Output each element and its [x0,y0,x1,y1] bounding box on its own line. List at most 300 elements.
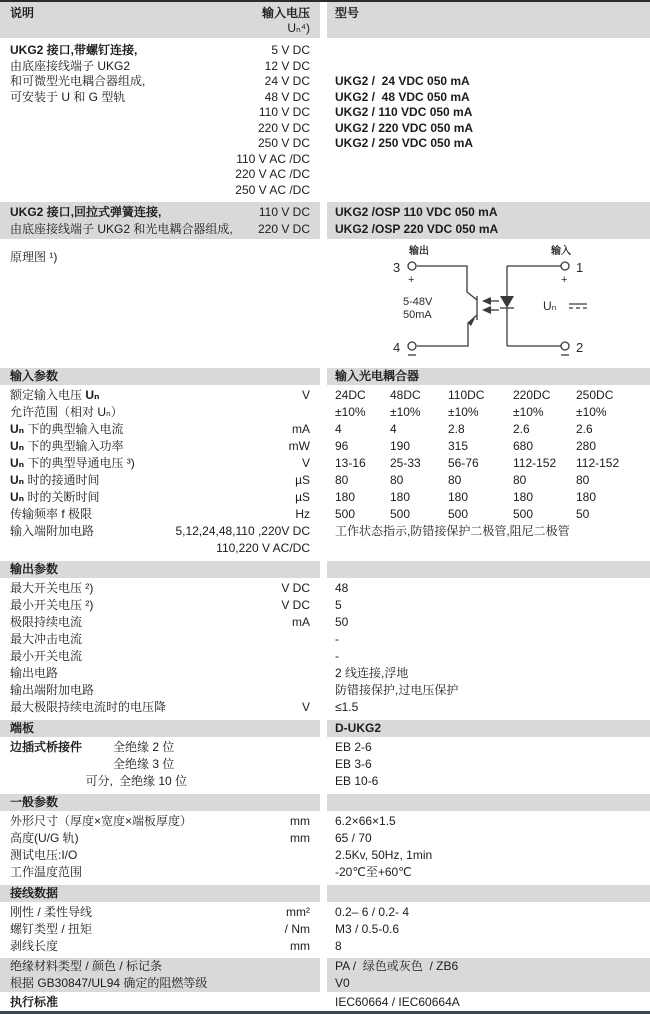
model-number: UKG2 / 250 VDC 050 mA [335,136,474,150]
param-label: 剥线长度 [10,939,59,953]
header-left-cell [0,2,320,38]
param-row-right [327,958,650,975]
param-row-right [327,472,650,489]
param-row-left [0,739,320,756]
parameter-sections [0,368,650,992]
param-row-right [327,665,650,682]
model-row [0,90,650,106]
model-row [0,167,650,183]
rating-current: 50mA [403,309,432,321]
param-row-right [327,773,650,790]
model-description [10,105,259,121]
param-label: 最大极限持续电流时的电压降 [10,700,167,714]
input-voltage-value: 110 V AC /DC [236,151,310,166]
param-row-left [0,904,320,921]
section-title: 输入参数 [10,369,59,383]
param-value: 48 [335,581,349,595]
param-label: 最大冲击电流 [10,632,83,646]
model-row-right [327,105,650,121]
param-value: ≤1.5 [335,700,359,714]
param-label: 最小开关电压 ²) [10,598,94,612]
model-row [0,105,650,121]
param-row [0,523,650,557]
section-band [0,561,650,578]
param-value: 190 [390,439,411,453]
param-row-left [0,523,320,557]
param-label: 根据 GB30847/UL94 确定的阻燃等级 [10,976,208,990]
model-row [0,221,650,240]
param-row-right [327,864,650,881]
param-label: Uₙ 下的典型导通电压 ³) [10,456,135,470]
param-unit: µS [295,473,310,487]
param-row-right [327,847,650,864]
section-band-right-cell [327,794,650,811]
param-unit: mm [290,831,310,845]
param-value: 180 [513,490,534,504]
param-value: ±10% [448,405,479,419]
param-row-left [0,665,320,682]
param-unit: / Nm [284,922,310,936]
model-row-right [327,121,650,137]
param-label: 最大开关电压 ²) [10,581,94,595]
param-row-left [0,830,320,847]
model-row [0,74,650,90]
param-mid: 全绝缘 10 位 [119,774,188,788]
param-unit: V [301,388,310,402]
model-number: UKG2 / 220 VDC 050 mA [335,120,474,135]
param-row-right [327,699,650,716]
input-voltage-value: 250 V DC [257,136,310,150]
input-voltage-value: 24 V DC [264,74,310,88]
model-row-left [0,74,320,90]
param-row-right [327,404,650,421]
input-voltage-value: 220 V AC /DC [235,167,310,181]
param-row-right [327,631,650,648]
plus-sign-output: + [408,274,415,286]
section-title: 端板 [10,721,35,735]
param-row [0,404,650,421]
input-voltage-value: 110 V DC [258,205,310,219]
param-value: 180 [448,490,469,504]
model-description [10,136,258,152]
schematic-caption: 原理图 ¹) [10,250,58,264]
param-value: 50 [576,507,590,521]
param-row-left [0,614,320,631]
param-row [0,665,650,682]
rating-voltage: 5-48V [403,296,433,308]
param-unit: µS [295,490,310,504]
param-value: 80 [513,473,527,487]
param-label: 输出端附加电路 [10,683,95,697]
param-row-right [327,830,650,847]
input-voltage-value: 5 V DC [271,43,310,57]
param-value: 2 线连接,浮地 [335,666,409,680]
model-description [10,183,235,199]
param-label: 刚性 / 柔性导线 [10,905,93,919]
param-value: 24DC [335,388,366,402]
param-value: 25-33 [390,456,421,470]
param-values [335,472,650,489]
model-number: UKG2 / 110 VDC 050 mA [335,105,473,119]
model-row-left [0,152,320,168]
param-unit: V [301,700,310,714]
section-title-cell [0,885,320,902]
param-value: 5 [335,598,342,612]
model-row-right [327,43,650,59]
model-row [0,59,650,75]
param-value: 2.5Kv, 50Hz, 1min [335,848,433,862]
param-row [0,739,650,756]
model-row-right [327,74,650,90]
section-title-cell [0,368,320,385]
model-row [0,121,650,137]
model-row-left [0,202,320,221]
standard-value: IEC60664 / IEC60664A [335,995,460,1009]
param-row-left [0,597,320,614]
param-value: PA / 绿色或灰色 / ZB6 [335,959,459,973]
model-row-left [0,59,320,75]
param-row-right [327,756,650,773]
section-band-right-label: 输入光电耦合器 [335,369,420,383]
param-row [0,648,650,665]
model-description: 和可微型光电耦合器组成, [10,74,146,88]
param-row [0,421,650,438]
model-row-left [0,183,320,199]
param-value: ±10% [335,405,366,419]
model-row-right [327,90,650,106]
section-band [0,368,650,385]
section-band [0,794,650,811]
section-title: 输出参数 [10,562,59,576]
param-row-left [0,864,320,881]
param-row [0,682,650,699]
pin-3-number: 3 [393,260,401,275]
param-row-left [0,387,320,404]
param-row [0,580,650,597]
output-label: 输出 [409,246,429,257]
param-unit: mm² [286,905,310,919]
param-label: 螺钉类型 / 扭矩 [10,922,93,936]
param-value: 680 [513,439,534,453]
header-col-description: 说明 [10,6,35,20]
standard-value-cell [327,995,650,1010]
param-value: V0 [335,976,350,990]
param-value: 防错接保护,过电压保护 [335,683,459,697]
param-value: EB 3-6 [335,757,372,771]
param-value: 180 [390,490,411,504]
param-values [335,489,650,506]
param-value: 110DC [448,388,485,402]
param-label: 工作温度范围 [10,865,83,879]
param-label: 最小开关电流 [10,649,83,663]
plus-sign-input: + [561,274,568,286]
param-row-left [0,438,320,455]
param-label: 可分, [85,774,113,788]
param-row-left [0,756,320,773]
param-row [0,489,650,506]
section-band-right-cell [327,561,650,578]
pin-4-terminal [408,342,416,350]
param-value: 2.6 [576,422,593,436]
standard-row [0,995,650,1014]
param-row-left [0,773,320,790]
model-row [0,183,650,199]
led-triangle [500,296,514,308]
model-row [0,152,650,168]
section-title-cell [0,720,320,737]
param-row-left [0,489,320,506]
model-description: 由底座接线端子 UKG2 [10,58,131,73]
param-value: 13-16 [335,456,366,470]
param-row-right [327,421,650,438]
pin-2-terminal [561,342,569,350]
param-value: 50 [335,615,349,629]
param-row-right [327,648,650,665]
param-row [0,455,650,472]
param-value: EB 10-6 [335,774,379,788]
table-header [0,2,650,38]
param-row [0,847,650,864]
param-row-left [0,631,320,648]
param-value: 280 [576,439,597,453]
param-row [0,958,650,975]
param-value: 2.8 [448,422,465,436]
param-row [0,864,650,881]
model-row-right [327,183,650,199]
param-row-left [0,699,320,716]
standard-label-cell [0,995,320,1010]
param-row-left [0,580,320,597]
param-value: 8 [335,939,342,953]
model-row [0,202,650,221]
model-row-left [0,136,320,152]
param-row [0,614,650,631]
model-description: 由底座接线端子 UKG2 和光电耦合器组成, [10,221,233,236]
param-row-left [0,847,320,864]
param-unit: Hz [295,507,310,521]
param-unit: mA [292,615,310,629]
section-title-cell [0,794,320,811]
param-row-right [327,813,650,830]
section-title: 接线数据 [10,886,59,900]
section-band-right-cell [327,720,650,737]
param-row [0,904,650,921]
model-description [10,152,236,168]
model-description: 可安装于 U 和 G 型轨 [10,89,126,104]
param-row-right [327,597,650,614]
param-value: - [335,649,339,663]
param-row-left [0,404,320,421]
param-row [0,921,650,938]
param-row-right [327,489,650,506]
param-row-left [0,421,320,438]
model-table-osp [0,202,650,239]
section-band-right-cell [327,368,650,385]
param-row-right [327,975,650,992]
param-row-left [0,455,320,472]
param-label: 允许范围（相对 Uₙ） [10,405,123,419]
param-value: 180 [335,490,356,504]
model-row-right [327,202,650,221]
model-row-right [327,221,650,240]
param-row-right [327,904,650,921]
param-value: ±10% [390,405,421,419]
param-value: 65 / 70 [335,831,372,845]
param-value: - [335,632,339,646]
model-row [0,136,650,152]
param-label: 输出电路 [10,666,59,680]
param-unit: mm [290,814,310,828]
pin-3-terminal [408,262,416,270]
param-value: 96 [335,439,349,453]
param-row-left [0,813,320,830]
model-description: UKG2 接口,回拉式弹簧连接, [10,205,162,219]
param-label: Uₙ 下的典型输入电流 [10,422,124,436]
param-value: 315 [448,439,469,453]
param-row-left [0,682,320,699]
param-value: 6.2×66×1.5 [335,814,396,828]
param-label: 测试电压:I/O [10,848,78,862]
param-value: 220DC [513,388,551,402]
param-value: 180 [576,490,597,504]
param-values [335,404,650,421]
param-label [10,756,113,773]
param-label: Uₙ 下的典型输入功率 [10,439,124,453]
param-row [0,830,650,847]
param-row [0,756,650,773]
param-value: ±10% [513,405,544,419]
param-row [0,506,650,523]
input-voltage-value: 48 V DC [264,89,310,104]
model-number: UKG2 /OSP 220 VDC 050 mA [335,221,499,236]
section-title-cell [0,561,320,578]
model-row-left [0,90,320,106]
param-value: 250DC [576,388,614,402]
param-row [0,631,650,648]
section-band [0,720,650,737]
param-value: 80 [390,473,404,487]
param-row-right [327,387,650,404]
param-value: 80 [448,473,462,487]
pin-4-number: 4 [393,340,401,355]
model-row-right [327,167,650,183]
model-row-right [327,152,650,168]
param-value: 56-76 [448,456,479,470]
param-label: 边插式桥接件 [10,740,83,754]
header-col-input-voltage: 输入电压 Uₙ⁴) [261,6,310,35]
standard-label: 执行标准 [10,995,59,1009]
pin-1-terminal [561,262,569,270]
param-row-left [0,472,320,489]
param-row-left [0,975,320,992]
param-row-right [327,921,650,938]
param-row-right [327,455,650,472]
param-value: 112-152 [513,456,557,470]
model-row-right [327,59,650,75]
section-band-right-cell [327,885,650,902]
circuit-diagram [385,242,640,364]
param-value: 80 [335,473,349,487]
param-row-left [0,938,320,955]
param-value: 112-152 [576,456,620,470]
model-row-left [0,167,320,183]
param-value: 500 [448,507,469,521]
param-row-right [327,682,650,699]
param-row [0,975,650,992]
section-band-right-label: D-UKG2 [335,721,382,735]
param-label: 高度(U/G 轨) [10,831,79,845]
param-value: M3 / 0.5-0.6 [335,922,400,936]
pin-1-number: 1 [576,260,584,275]
param-row-right [327,523,650,557]
param-row-right [327,438,650,455]
param-row [0,438,650,455]
section-band [0,885,650,902]
model-table [0,43,650,198]
header-right-cell [327,2,650,38]
param-row [0,597,650,614]
model-number: UKG2 / 48 VDC 050 mA [335,89,470,104]
schematic-section [0,242,650,364]
param-value: 500 [335,507,356,521]
param-value: 80 [576,473,590,487]
param-mid: 全绝缘 2 位 [113,740,175,754]
header-col-model: 型号 [335,6,360,20]
param-label: 传输频率 f 极限 [10,507,93,521]
input-voltage-value: 250 V AC /DC [235,182,310,197]
param-value: 4 [335,422,342,436]
param-values [335,421,650,438]
input-voltage-value: 220 V DC [257,120,310,135]
param-values [335,387,650,404]
param-values [335,506,650,523]
param-row [0,938,650,955]
param-unit: V DC [281,598,310,612]
param-label: Uₙ 时的关断时间 [10,490,100,504]
model-row [0,43,650,59]
param-value: 48DC [390,388,421,402]
input-label: 输入 [551,246,571,257]
input-voltage-value: 12 V DC [264,58,310,73]
param-row-right [327,739,650,756]
param-mid: 全绝缘 3 位 [113,757,175,771]
section-title: 一般参数 [10,795,59,809]
param-label: 极限持续电流 [10,615,83,629]
param-row-right [327,614,650,631]
param-label: 额定输入电压 Uₙ [10,388,100,402]
param-row-right [327,506,650,523]
param-row [0,472,650,489]
param-label: Uₙ 时的接通时间 [10,473,100,487]
model-row-left [0,121,320,137]
param-row-left [0,921,320,938]
model-row-left [0,221,320,240]
param-row [0,387,650,404]
param-row [0,773,650,790]
param-row-left [0,506,320,523]
param-row-left [0,648,320,665]
pin-2-number: 2 [576,340,584,355]
model-description [10,167,235,183]
param-values [335,455,650,472]
param-value: 500 [513,507,534,521]
param-value: EB 2-6 [335,740,372,754]
model-number: UKG2 / 24 VDC 050 mA [335,74,470,88]
param-label: 输入端附加电路 [10,524,95,538]
param-value: ±10% [576,405,607,419]
param-unit: V DC [281,581,310,595]
un-label: Uₙ [543,299,557,313]
